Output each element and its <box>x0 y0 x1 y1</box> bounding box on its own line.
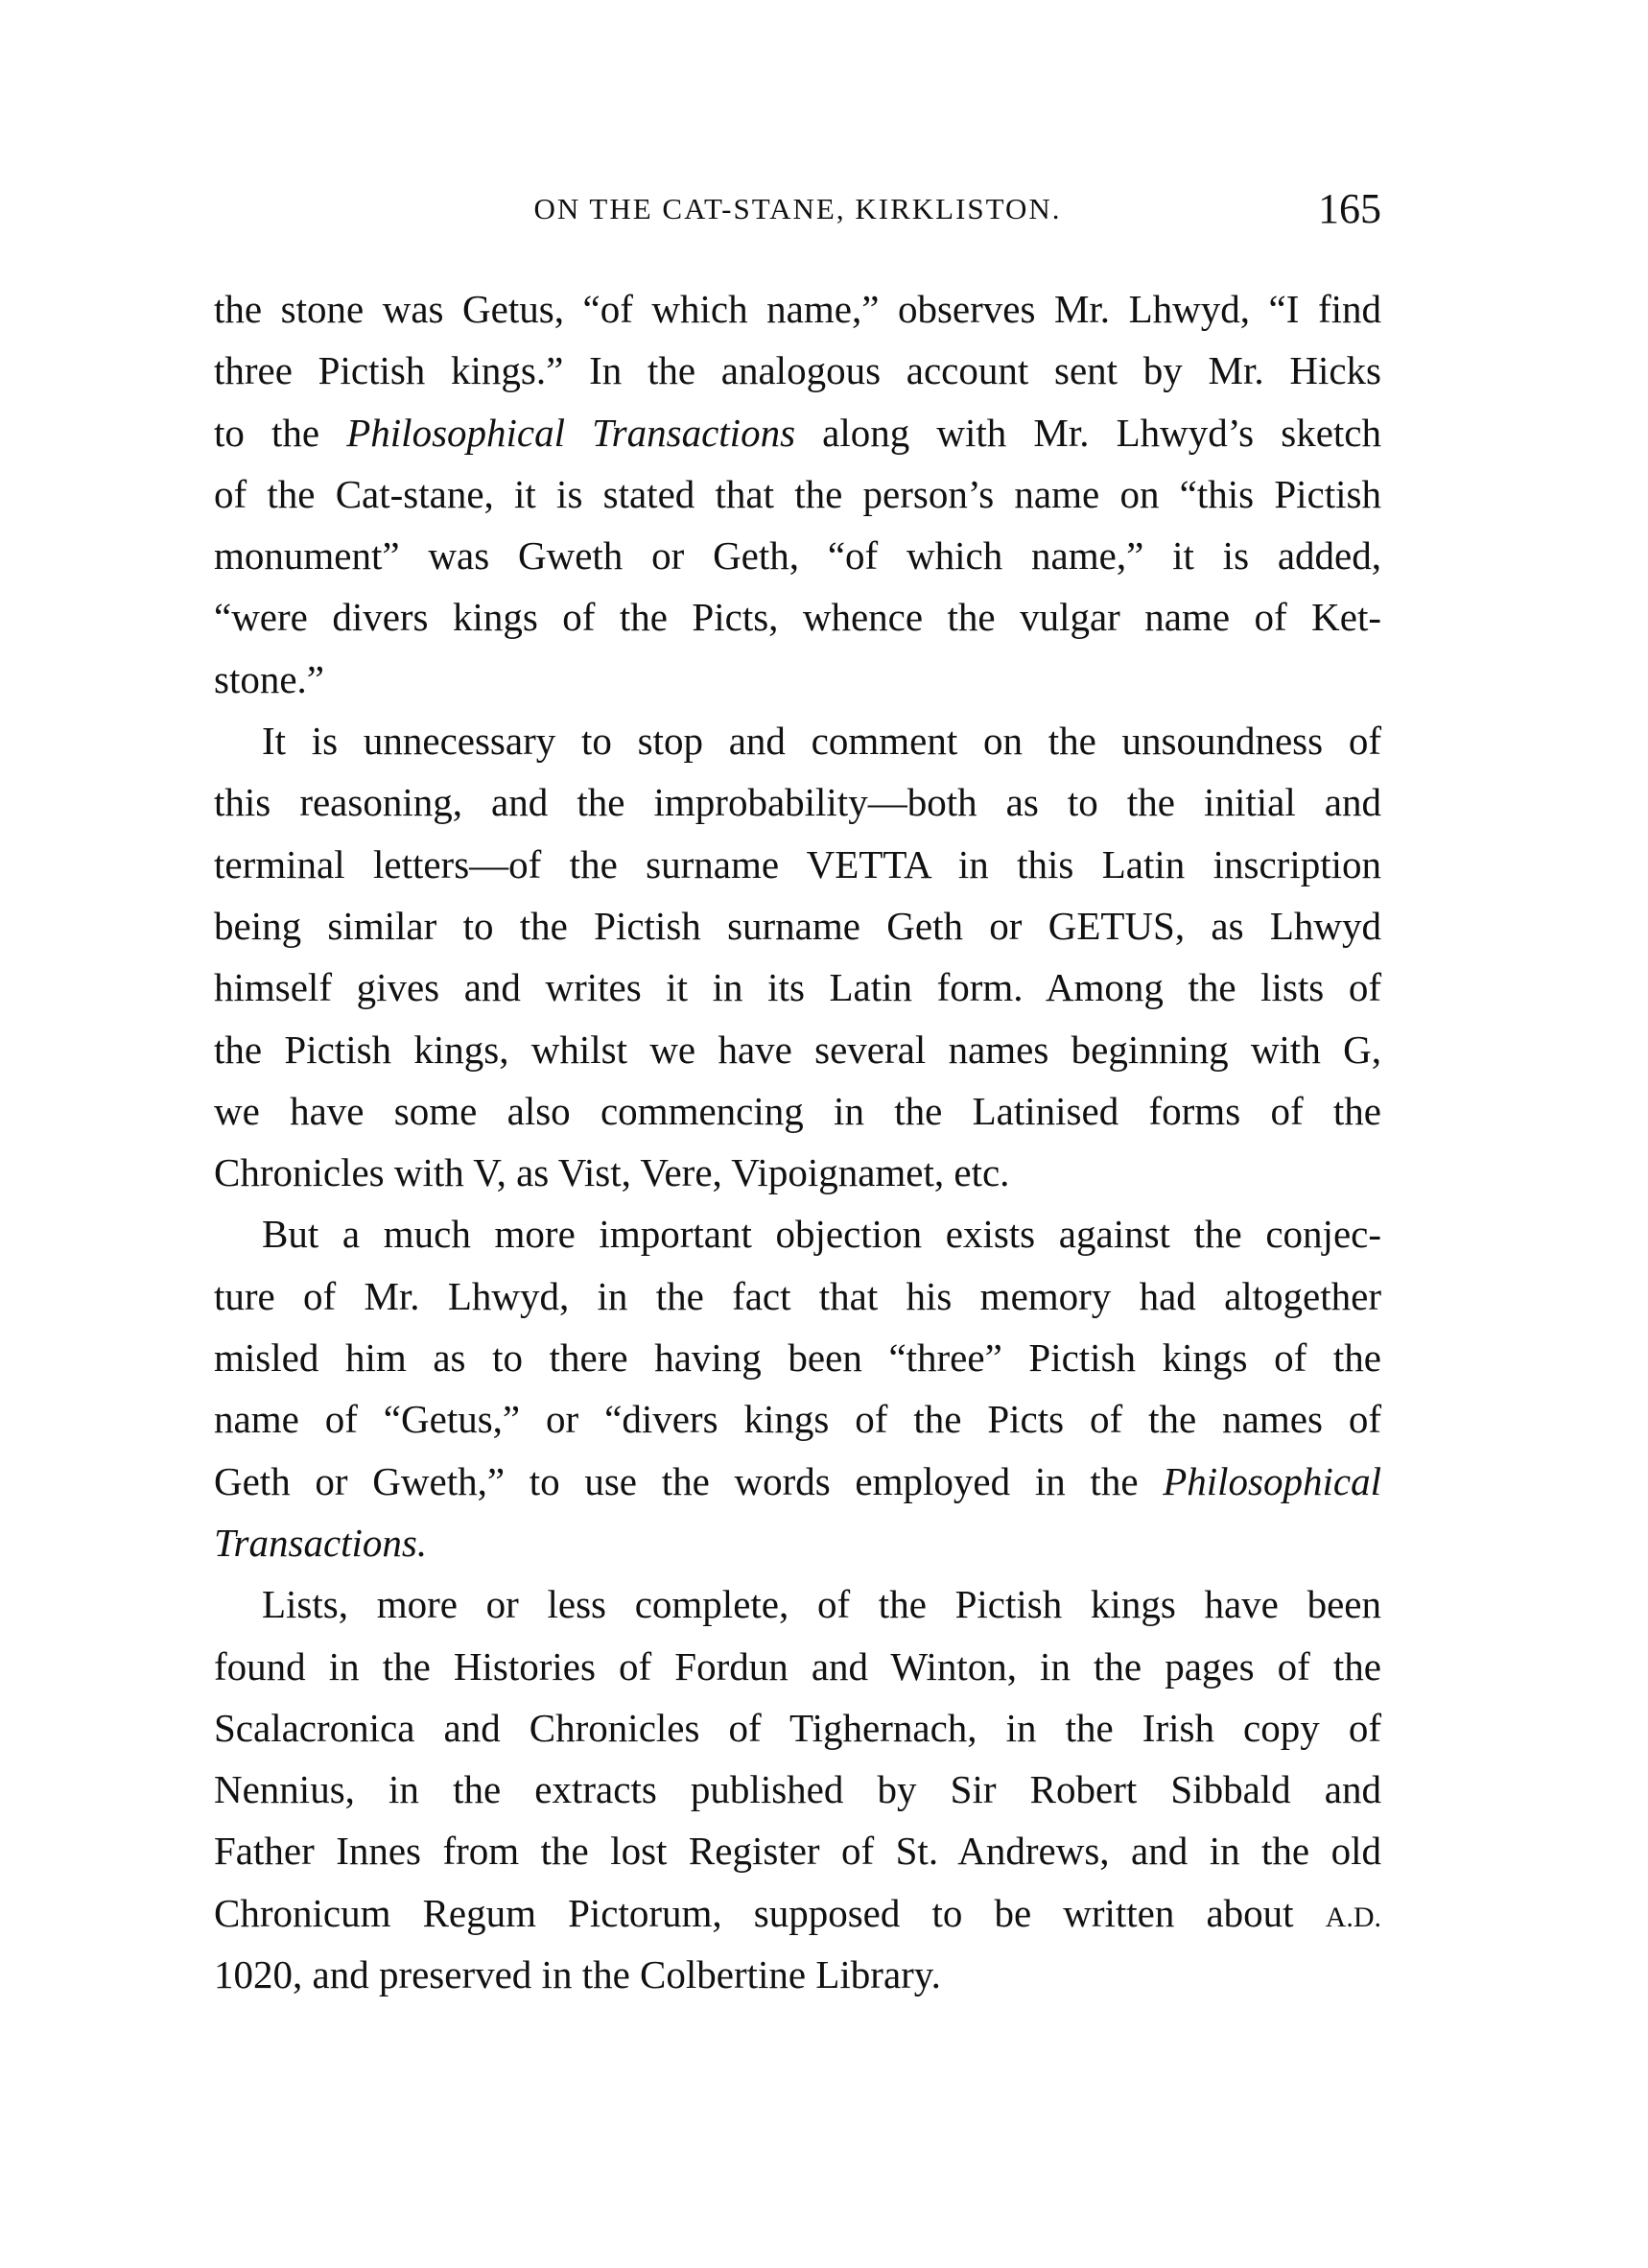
text-line <box>214 1573 1381 1635</box>
text-segment: terminal letters—of the surname VETTA in this Latin inscription <box>214 841 1381 886</box>
text-segment: to the <box>214 410 347 455</box>
text-segment: name of “Getus,” or “divers kings of the Picts of the names of <box>214 1397 1381 1442</box>
text-segment: stone.” <box>214 656 324 701</box>
text-segment: along with Mr. Lhwyd’s sketch <box>795 410 1381 455</box>
text-segment: Chronicum Regum Pictorum, supposed to be written about <box>214 1890 1326 1935</box>
text-line <box>214 710 1381 771</box>
text-segment: the stone was Getus, “of which name,” observes Mr. Lhwyd, “I find <box>214 287 1381 331</box>
text-line <box>214 1080 1381 1142</box>
text-line <box>214 895 1381 957</box>
text-segment: 1020, and preserved in the Colbertine Library. <box>214 1952 941 1997</box>
text-segment: being similar to the Pictish surname Geth or GETUS, as Lhwyd <box>214 903 1381 948</box>
text-line <box>214 1512 1381 1573</box>
text-segment: ture of Mr. Lhwyd, in the fact that his memory had altogether <box>214 1273 1381 1318</box>
text-segment: Nennius, in the extracts published by Sir Robert Sibbald and <box>214 1767 1381 1812</box>
text-line <box>214 1142 1381 1203</box>
text-segment: of the Cat-stane, it is stated that the person’s name on “this Pictish <box>214 471 1381 516</box>
text-segment: monument” was Gweth or Geth, “of which name,” it is added, <box>214 533 1381 579</box>
text-segment: himself gives and writes it in its Latin form. Among the lists of <box>214 965 1381 1010</box>
text-segment: Lists, more or less complete, of the Pictish kings have been <box>262 1582 1381 1627</box>
text-segment: But a much more important objection exists against the conjec- <box>262 1212 1381 1257</box>
text-line <box>214 340 1381 401</box>
text-line <box>214 586 1381 648</box>
paragraph <box>214 710 1381 1203</box>
text-line <box>214 1265 1381 1327</box>
text-line <box>214 1327 1381 1388</box>
text-line <box>214 1882 1381 1944</box>
text-segment: we have some also commencing in the Latinised forms of the <box>214 1088 1381 1133</box>
text-segment: this reasoning, and the improbability—both as to the initial and <box>214 780 1381 825</box>
paragraph <box>214 278 1381 710</box>
text-line <box>214 957 1381 1018</box>
italic-text: Transactions. <box>214 1520 428 1565</box>
text-line <box>214 1451 1381 1512</box>
text-segment: Chronicles with V, as Vist, Vere, Vipoignamet, etc. <box>214 1150 1010 1195</box>
text-line <box>214 1820 1381 1881</box>
text-segment: Father Innes from the lost Register of St. Andrews, and in the old <box>214 1829 1381 1874</box>
text-segment: A.D. <box>1325 1901 1381 1933</box>
paragraph <box>214 1573 1381 2005</box>
text-segment: misled him as to there having been “three” Pictish kings of the <box>214 1335 1381 1381</box>
text-line <box>214 834 1381 895</box>
italic-text: Philosophical <box>1163 1458 1381 1503</box>
text-segment: Geth or Gweth,” to use the words employed in the <box>214 1458 1164 1503</box>
text-line <box>214 771 1381 833</box>
text-segment: It is unnecessary to stop and comment on the unsoundness of <box>262 719 1381 764</box>
paragraph <box>214 1203 1381 1573</box>
text-line <box>214 1388 1381 1450</box>
text-line <box>214 1944 1381 2005</box>
text-line <box>214 1019 1381 1080</box>
text-line <box>214 402 1381 463</box>
page-number: 165 <box>1318 185 1381 232</box>
running-head-title: ON THE CAT-STANE, KIRKLISTON. <box>533 192 1062 225</box>
text-segment: Scalacronica and Chronicles of Tighernach, in the Irish copy of <box>214 1705 1381 1750</box>
text-line <box>214 525 1381 586</box>
text-line <box>214 1759 1381 1820</box>
text-line <box>214 278 1381 340</box>
text-line <box>214 463 1381 525</box>
text-line <box>214 649 1381 710</box>
text-segment: three Pictish kings.” In the analogous account sent by Mr. Hicks <box>214 348 1381 393</box>
text-segment: found in the Histories of Fordun and Winton, in the pages of the <box>214 1643 1381 1689</box>
text-segment: the Pictish kings, whilst we have several names beginning with G, <box>214 1027 1381 1072</box>
text-line <box>214 1636 1381 1697</box>
running-head <box>214 184 1381 232</box>
text-segment: “were divers kings of the Picts, whence the vulgar name of Ket- <box>214 595 1381 640</box>
italic-text: Philosophical Transactions <box>346 410 796 455</box>
text-line <box>214 1697 1381 1759</box>
body-text <box>214 278 1381 2005</box>
text-line <box>214 1203 1381 1264</box>
